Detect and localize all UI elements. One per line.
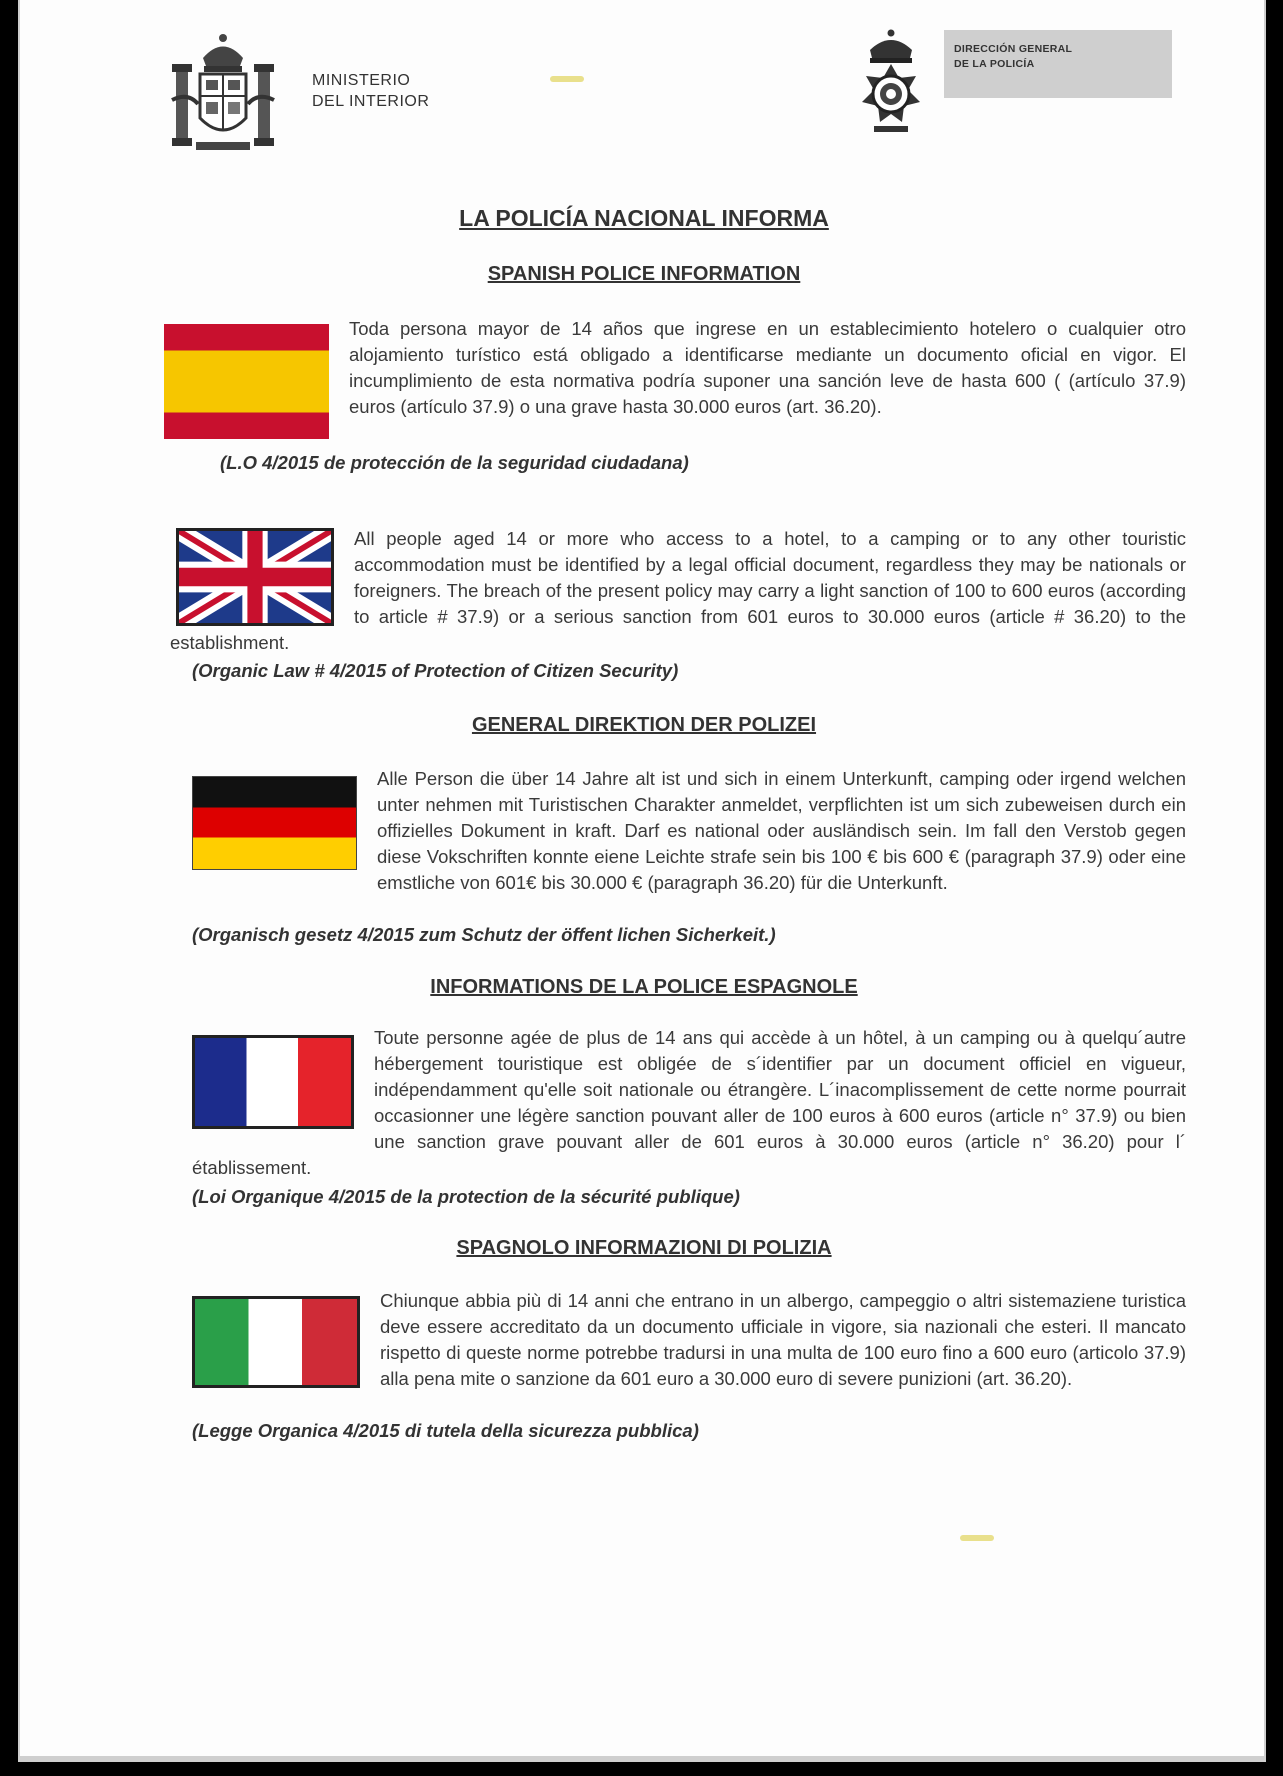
highlight-mark: [550, 76, 584, 82]
law-reference-spanish: (L.O 4/2015 de protección de la seguridad ciudadana): [220, 452, 689, 473]
section-text-french: Toute personne agée de plus de 14 ans qui accède à un hôtel, à un camping ou à quelqu´autre hébergement touristique est obligée de s´identifier par un document officiel en vigueur, indépendamment qu'elle soit nationale ou étrangère. L´inacomplissement de cette norme pourrait occasionner une légère sanction pouvant aller de 100 euros à 600 euros (article n° 37.9) ou bien une sanction grave pouvant aller de 601 euros à 30.000 euros (article n° 36.20) pour l´ établissement.: [192, 1027, 1186, 1178]
section-german: [192, 766, 1186, 896]
police-badge-icon: [852, 28, 930, 144]
law-reference-english: (Organic Law # 4/2015 of Protection of Citizen Security): [192, 660, 679, 681]
france-flag-icon: [192, 1035, 354, 1129]
heading-french: INFORMATIONS DE LA POLICE ESPAGNOLE: [430, 976, 858, 998]
heading-spanish-police: SPANISH POLICE INFORMATION: [487, 263, 801, 285]
section-english: [170, 526, 1186, 656]
highlight-mark-bottom: [960, 1535, 994, 1541]
direccion-general-box: [944, 30, 1172, 98]
spanish-coat-of-arms-icon: [168, 30, 278, 155]
dgp-line-1: DIRECCIÓN GENERAL: [954, 43, 1073, 55]
heading-german: GENERAL DIREKTION DER POLIZEI: [471, 714, 817, 736]
italy-flag-icon: [192, 1296, 360, 1388]
document-page: [18, 0, 1266, 1762]
ministry-label: [312, 70, 429, 112]
germany-flag-icon: [192, 776, 357, 870]
law-reference-german: (Organisch gesetz 4/2015 zum Schutz der öffent lichen Sicherkeit.): [192, 924, 776, 945]
section-text-spanish: Toda persona mayor de 14 años que ingrese en un establecimiento hotelero o cualquier otro alojamiento turístico está obligado a identificarse mediante un documento oficial en vigor. El incumplimiento de esta normativa podría suponer una sanción leve de hasta 600 ( (artículo 37.9) euros (artículo 37.9) o una grave hasta 30.000 euros (art. 36.20).: [349, 318, 1186, 417]
heading-italian: SPAGNOLO INFORMAZIONI DI POLIZIA: [456, 1237, 832, 1259]
spain-flag-icon: [164, 324, 329, 439]
dgp-line-2: DE LA POLICÍA: [954, 58, 1035, 70]
uk-flag-icon: [176, 528, 334, 626]
section-french: [192, 1025, 1186, 1181]
page-title: LA POLICÍA NACIONAL INFORMA: [459, 205, 829, 231]
section-text-italian: Chiunque abbia più di 14 anni che entrano in un albergo, campeggio o altri sistemaziene turistica deve essere accreditato da un documento ufficiale in vigore, sia nazionali che esteri. Il mancato rispetto di queste norme potrebbe tradursi in una multa de 100 euro fino a 600 euro (articolo 37.9) alla pena mite o sanzione da 601 euro a 30.000 euro di severe punizioni (art. 36.20).: [380, 1290, 1186, 1389]
law-reference-french: (Loi Organique 4/2015 de la protection de la sécurité publique): [192, 1186, 740, 1207]
law-reference-italian: (Legge Organica 4/2015 di tutela della sicurezza pubblica): [192, 1420, 699, 1441]
section-spanish: [164, 316, 1186, 443]
section-italian: [192, 1288, 1186, 1392]
section-text-german: Alle Person die über 14 Jahre alt ist und sich in einem Unterkunft, camping oder irgend welchen unter nehmen mit Turistischen Charakter anmeldet, verpflichten ist um sich zubeweisen durch ein offizielles Dokument in kraft. Darf es national oder ausländisch sein. Im fall den Verstob gegen diese Vokschriften konnte eiene Leichte strafe sein bis 100 € bis 600 € (paragraph 37.9) oder eine emstliche von 601€ bis 30.000 € (paragraph 36.20) für die Unterkunft.: [377, 768, 1186, 893]
ministry-line-1: MINISTERIO: [312, 72, 411, 89]
ministry-line-2: DEL INTERIOR: [312, 93, 430, 110]
section-text-english: All people aged 14 or more who access to a hotel, to a camping or to any other touristic accommodation must be identified by a legal official document, regardless they may be nationals or foreigners. The breach of the present policy may carry a light sanction of 100 to 600 euros (according to article # 37.9) or a serious sanction from 601 euros to 30.000 euros (article # 36.20) to the establishment.: [170, 528, 1186, 653]
